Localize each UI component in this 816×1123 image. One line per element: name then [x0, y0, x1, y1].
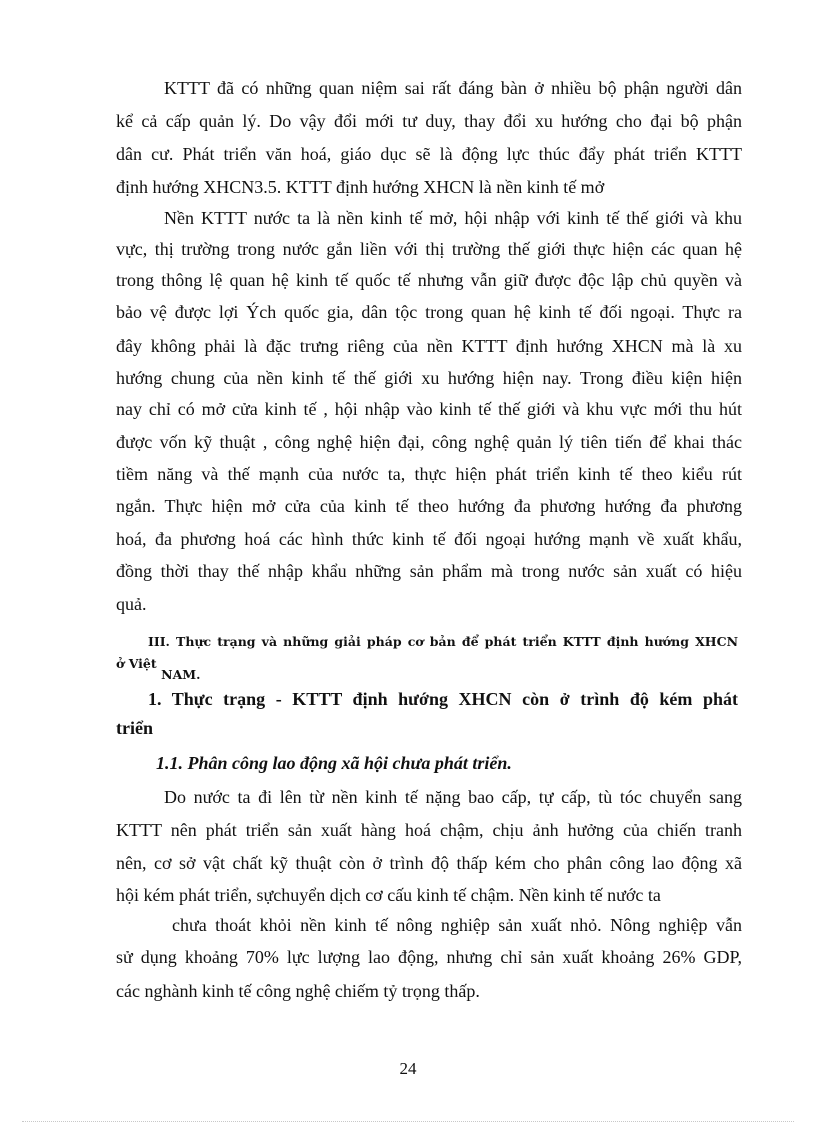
- subheading: 1. Thực trạng - KTTT định hướng XHCN còn ở trình độ kém phát: [148, 689, 738, 709]
- paragraph-line: KTTT đã có những quan niệm sai rất đáng bàn ở nhiều bộ phận người dân: [164, 78, 742, 98]
- paragraph-line: quả.: [116, 594, 147, 614]
- paragraph-line: hoá, đa phương hoá các hình thức kinh tế đối ngoại hướng mạnh về xuất khẩu,: [116, 529, 742, 549]
- paragraph-line: Do nước ta đi lên từ nền kinh tế nặng bao cấp, tự cấp, tù tóc chuyển sang: [164, 787, 742, 807]
- paragraph-line: Nền KTTT nước ta là nền kinh tế mở, hội nhập với kinh tế thế giới và khu: [164, 208, 742, 228]
- paragraph-line: trong thông lệ quan hệ kinh tế quốc tế nhưng vẫn giữ được độc lập chủ quyền và: [116, 270, 742, 290]
- paragraph-line: chưa thoát khỏi nền kinh tế nông nghiệp sản xuất nhỏ. Nông nghiệp vẫn: [172, 915, 742, 935]
- section-heading-cont: [116, 656, 200, 680]
- paragraph-line: vực, thị trường trong nước gắn liền với thị trường thế giới thực hiện các quan hệ: [116, 239, 742, 259]
- paragraph-line: nay chỉ có mở cửa kinh tế , hội nhập vào kinh tế thế giới và khu vực mới thu hút: [116, 399, 742, 419]
- section-heading: III. Thực trạng và những giải pháp cơ bản để phát triển KTTT định hướng XHCN: [148, 634, 738, 649]
- paragraph-line: hội kém phát triển, sựchuyển dịch cơ cấu kinh tế chậm. Nền kinh tế nước ta: [116, 885, 661, 905]
- paragraph-line: được vốn kỹ thuật , công nghệ hiện đại, công nghệ quản lý tiên tiến để khai thác: [116, 432, 742, 452]
- paragraph-line: sử dụng khoảng 70% lực lượng lao động, nhưng chỉ sản xuất khoảng 26% GDP,: [116, 947, 742, 967]
- page-number: 24: [399, 1059, 417, 1078]
- paragraph-line: hướng chung của nền kinh tế thế giới xu hướng hiện nay. Trong điều kiện hiện: [116, 368, 742, 388]
- paragraph-line: bảo vệ được lợi Ých quốc gia, dân tộc trong quan hệ kinh tế đối ngoại. Thực ra: [116, 302, 742, 322]
- paragraph-line: ngắn. Thực hiện mở cửa của kinh tế theo hướng đa phương hướng đa phương: [116, 496, 742, 516]
- paragraph-line: định hướng XHCN3.5. KTTT định hướng XHCN là nền kinh tế mở: [116, 177, 605, 197]
- paragraph-line: các nghành kinh tế công nghệ chiếm tỷ trọng thấp.: [116, 981, 480, 1001]
- page-bottom-rule: [22, 1121, 794, 1122]
- section-heading-prefix: ở Việt: [116, 656, 157, 671]
- paragraph-line: nên, cơ sở vật chất kỹ thuật còn ở trình độ thấp kém cho phân công lao động xã: [116, 853, 742, 873]
- paragraph-line: đồng thời thay thế nhập khẩu những sản phẩm mà trong nước sản xuất có hiệu: [116, 561, 742, 581]
- paragraph-line: KTTT nên phát triển sản xuất hàng hoá chậm, chịu ảnh hưởng của chiến tranh: [116, 820, 742, 840]
- paragraph-line: đây không phải là đặc trưng riêng của nền KTTT định hướng XHCN mà là xu: [116, 336, 742, 356]
- paragraph-line: kể cả cấp quản lý. Do vậy đổi mới tư duy, thay đổi xu hướng cho đại bộ phận: [116, 111, 742, 131]
- sub-subheading: 1.1. Phân công lao động xã hội chưa phát triển.: [156, 753, 512, 773]
- paragraph-line: tiềm năng và thế mạnh của nước ta, thực hiện phát triển kinh tế theo kiểu rút: [116, 464, 742, 484]
- section-heading-suffix: NAM.: [161, 667, 201, 682]
- subheading-cont: triển: [116, 718, 153, 738]
- paragraph-line: dân cư. Phát triển văn hoá, giáo dục sẽ là động lực thúc đẩy phát triển KTTT: [116, 144, 742, 164]
